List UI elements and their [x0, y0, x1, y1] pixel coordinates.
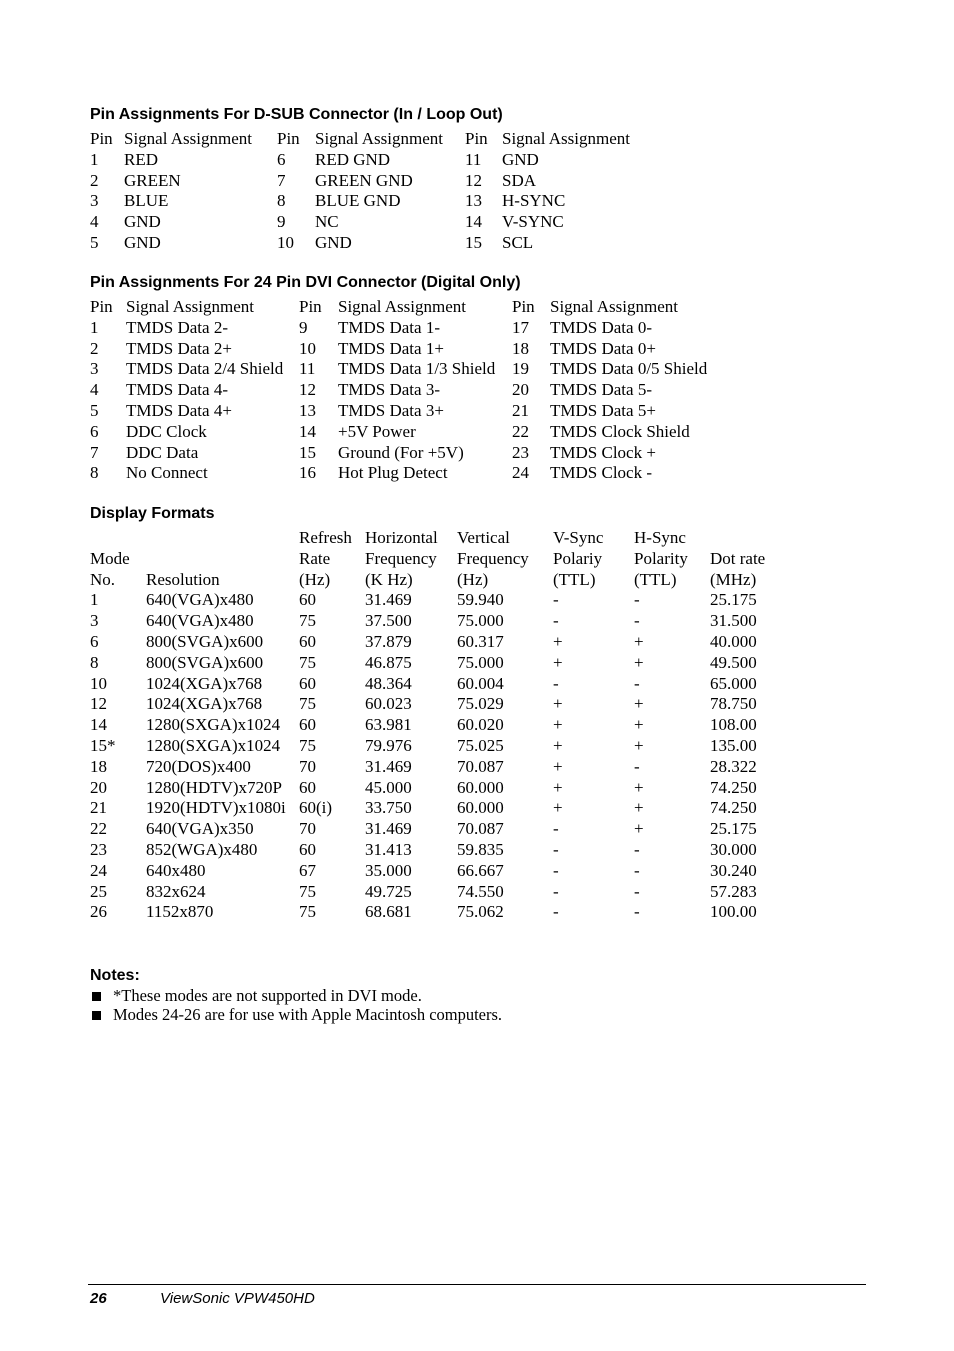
dvi-cell: 4 — [90, 380, 99, 400]
table-row — [90, 861, 790, 882]
dvi-cell: 22 — [512, 421, 529, 441]
dvi-cell: TMDS Data 1- — [338, 317, 440, 337]
format-cell: 10 — [90, 673, 107, 693]
format-cell: 21 — [90, 798, 107, 818]
dsub-cell: 5 — [90, 232, 99, 252]
dvi-cell: 6 — [90, 421, 99, 441]
dvi-cell: 7 — [90, 442, 99, 462]
format-cell: - — [553, 819, 559, 839]
dvi-cell: 18 — [512, 338, 529, 358]
format-cell: Polariy — [553, 548, 603, 568]
format-cell: 60(i) — [299, 798, 333, 818]
dvi-cell: Hot Plug Detect — [338, 463, 448, 483]
table-row — [90, 171, 662, 192]
notes-title: Notes: — [90, 967, 140, 984]
format-cell: 75 — [299, 694, 316, 714]
note-text: Modes 24-26 are for use with Apple Macintosh computers. — [113, 1005, 503, 1024]
format-cell: 78.750 — [710, 694, 757, 714]
footer-brand-model: ViewSonic VPW450HD — [160, 1290, 315, 1307]
format-cell: 31.469 — [365, 819, 412, 839]
dvi-cell: 9 — [299, 317, 308, 337]
table-row — [90, 819, 790, 840]
table-row — [90, 653, 790, 674]
dvi-pin-table — [90, 297, 740, 484]
display-formats-table — [90, 528, 790, 923]
format-cell: (Hz) — [299, 569, 331, 589]
format-cell: 75 — [299, 652, 316, 672]
dvi-cell: TMDS Data 0- — [550, 317, 652, 337]
format-cell: 37.879 — [365, 631, 412, 651]
dsub-cell: 13 — [465, 191, 482, 211]
dsub-cell: GREEN GND — [315, 170, 413, 190]
format-cell: 25.175 — [710, 819, 757, 839]
format-cell: (K Hz) — [365, 569, 413, 589]
table-row — [90, 422, 740, 443]
format-cell: 31.413 — [365, 839, 412, 859]
format-cell: 23 — [90, 839, 107, 859]
format-cell: + — [634, 715, 644, 735]
dsub-cell: 2 — [90, 170, 99, 190]
format-cell: 70.087 — [457, 756, 504, 776]
format-cell: Resolution — [146, 569, 220, 589]
format-cell: 48.364 — [365, 673, 412, 693]
table-row — [90, 233, 662, 254]
dvi-cell: 12 — [299, 380, 316, 400]
table-row — [90, 191, 662, 212]
format-cell: - — [553, 860, 559, 880]
dsub-cell: GND — [124, 212, 161, 232]
format-cell: 640(VGA)x480 — [146, 611, 254, 631]
dvi-cell: 10 — [299, 338, 316, 358]
format-cell: 1024(XGA)x768 — [146, 694, 263, 714]
table-row — [90, 443, 740, 464]
format-cell: + — [553, 777, 563, 797]
format-cell: 60.020 — [457, 715, 504, 735]
dsub-cell: GND — [315, 232, 352, 252]
format-cell: 57.283 — [710, 881, 757, 901]
format-cell: 67 — [299, 860, 316, 880]
format-cell: 74.250 — [710, 798, 757, 818]
dsub-cell: SCL — [502, 232, 534, 252]
table-row — [90, 694, 790, 715]
format-cell: 832x624 — [146, 881, 206, 901]
format-cell: 65.000 — [710, 673, 757, 693]
dsub-cell: Pin — [465, 129, 488, 148]
dsub-cell: GND — [502, 149, 539, 169]
format-cell: 60.317 — [457, 631, 504, 651]
page-number: 26 — [90, 1290, 107, 1307]
dvi-cell: 3 — [90, 359, 99, 379]
table-row — [90, 757, 790, 778]
format-cell: Vertical — [457, 528, 510, 547]
dsub-section-title: Pin Assignments For D-SUB Connector (In / Loop Out) — [90, 106, 503, 123]
dvi-cell: TMDS Clock - — [550, 463, 652, 483]
format-cell: 25 — [90, 881, 107, 901]
format-cell: - — [634, 902, 640, 922]
table-row — [90, 339, 740, 360]
table-header-row — [90, 549, 790, 570]
dvi-cell: 21 — [512, 400, 529, 420]
table-row — [90, 798, 790, 819]
format-cell: 75.000 — [457, 611, 504, 631]
format-cell: - — [634, 881, 640, 901]
format-cell: 14 — [90, 715, 107, 735]
format-cell: Frequency — [365, 548, 437, 568]
dvi-cell: Pin — [299, 297, 322, 316]
format-cell — [146, 528, 299, 549]
format-cell: H-Sync — [634, 528, 686, 547]
format-cell: - — [553, 839, 559, 859]
dvi-cell: 2 — [90, 338, 99, 358]
dsub-cell: 3 — [90, 191, 99, 211]
format-cell: 6 — [90, 631, 99, 651]
dvi-cell: TMDS Clock Shield — [550, 421, 690, 441]
dsub-pin-table — [90, 129, 662, 254]
format-cell: - — [553, 881, 559, 901]
dvi-cell: Signal Assignment — [338, 297, 466, 316]
dvi-cell: TMDS Data 2+ — [126, 338, 232, 358]
format-cell — [146, 549, 299, 570]
format-cell: 26 — [90, 902, 107, 922]
format-cell: 75 — [299, 881, 316, 901]
format-cell: 49.500 — [710, 652, 757, 672]
dsub-cell: 11 — [465, 149, 482, 169]
table-row — [90, 380, 740, 401]
dsub-cell: 9 — [277, 212, 286, 232]
format-cell: - — [634, 756, 640, 776]
dvi-cell: TMDS Data 5+ — [550, 400, 656, 420]
dvi-cell: 11 — [299, 359, 316, 379]
dvi-cell: TMDS Data 2/4 Shield — [126, 359, 284, 379]
notes-list — [90, 986, 502, 1024]
dvi-cell: TMDS Data 5- — [550, 380, 652, 400]
format-cell: 1152x870 — [146, 902, 214, 922]
format-cell: 640(VGA)x350 — [146, 819, 254, 839]
note-item — [90, 986, 502, 1005]
format-cell: 74.250 — [710, 777, 757, 797]
format-cell: 70 — [299, 819, 316, 839]
dsub-cell: 10 — [277, 232, 294, 252]
dsub-cell: Signal Assignment — [315, 129, 443, 148]
format-cell: 12 — [90, 694, 107, 714]
dsub-cell: V-SYNC — [502, 212, 564, 232]
format-cell: 60 — [299, 673, 316, 693]
dvi-cell: TMDS Data 2- — [126, 317, 228, 337]
format-cell: + — [634, 798, 644, 818]
format-cell: 1280(SXGA)x1024 — [146, 715, 281, 735]
format-cell: 22 — [90, 819, 107, 839]
footer-divider — [88, 1284, 866, 1285]
dvi-cell: 1 — [90, 317, 99, 337]
format-cell: 70 — [299, 756, 316, 776]
dvi-cell: Signal Assignment — [126, 297, 254, 316]
format-cell: + — [634, 694, 644, 714]
dsub-cell: RED — [124, 149, 158, 169]
format-cell: - — [634, 839, 640, 859]
dsub-cell: BLUE GND — [315, 191, 401, 211]
dvi-cell: 20 — [512, 380, 529, 400]
table-row — [90, 632, 790, 653]
dvi-section-title: Pin Assignments For 24 Pin DVI Connector (Digital Only) — [90, 274, 521, 291]
table-row — [90, 840, 790, 861]
note-text: *These modes are not supported in DVI mode. — [113, 986, 422, 1005]
dsub-cell: Pin — [277, 129, 300, 148]
dvi-cell: TMDS Data 4+ — [126, 400, 232, 420]
format-cell: 720(DOS)x400 — [146, 756, 251, 776]
dsub-cell: 15 — [465, 232, 482, 252]
format-cell: + — [553, 631, 563, 651]
format-cell: No. — [90, 569, 116, 589]
format-cell: + — [553, 735, 563, 755]
format-cell: 60 — [299, 839, 316, 859]
format-cell: 60.000 — [457, 777, 504, 797]
dvi-cell: Pin — [512, 297, 535, 316]
format-cell: 59.940 — [457, 590, 504, 610]
format-cell: 66.667 — [457, 860, 504, 880]
dvi-cell: 8 — [90, 463, 99, 483]
table-row — [90, 359, 740, 380]
dvi-cell: Signal Assignment — [550, 297, 678, 316]
table-header-row — [90, 297, 740, 318]
dvi-cell: TMDS Data 3- — [338, 380, 440, 400]
format-cell: 70.087 — [457, 819, 504, 839]
format-cell: 24 — [90, 860, 107, 880]
format-cell: 60 — [299, 590, 316, 610]
format-cell: V-Sync — [553, 528, 604, 547]
format-cell: 8 — [90, 652, 99, 672]
format-cell: 800(SVGA)x600 — [146, 631, 264, 651]
dvi-cell: 16 — [299, 463, 316, 483]
format-cell: 63.981 — [365, 715, 412, 735]
dsub-cell: Signal Assignment — [124, 129, 252, 148]
format-cell: 100.00 — [710, 902, 757, 922]
format-cell: 31.469 — [365, 756, 412, 776]
dsub-cell: H-SYNC — [502, 191, 566, 211]
format-cell: 135.00 — [710, 735, 757, 755]
table-row — [90, 463, 740, 484]
dvi-cell: DDC Data — [126, 442, 199, 462]
format-cell: 3 — [90, 611, 99, 631]
dvi-cell: TMDS Data 4- — [126, 380, 228, 400]
dvi-cell: 15 — [299, 442, 316, 462]
format-cell: 45.000 — [365, 777, 412, 797]
format-cell: 75 — [299, 902, 316, 922]
table-row — [90, 212, 662, 233]
format-cell: 60.023 — [365, 694, 412, 714]
format-cell: 30.240 — [710, 860, 757, 880]
table-row — [90, 150, 662, 171]
format-cell: + — [553, 652, 563, 672]
format-cell: 108.00 — [710, 715, 757, 735]
format-cell: Polarity — [634, 548, 688, 568]
format-cell: 75.062 — [457, 902, 504, 922]
dvi-cell: TMDS Clock + — [550, 442, 656, 462]
format-cell: 68.681 — [365, 902, 412, 922]
format-cell: 60.000 — [457, 798, 504, 818]
format-cell: 46.875 — [365, 652, 412, 672]
dvi-cell: Pin — [90, 297, 113, 316]
dvi-cell: 13 — [299, 400, 316, 420]
format-cell: + — [634, 777, 644, 797]
table-row — [90, 736, 790, 757]
format-cell: 1280(SXGA)x1024 — [146, 735, 281, 755]
format-cell: (TTL) — [553, 569, 596, 589]
format-cell: - — [553, 590, 559, 610]
format-cell: (TTL) — [634, 569, 677, 589]
format-cell: - — [634, 673, 640, 693]
format-cell: 33.750 — [365, 798, 412, 818]
format-cell: + — [634, 735, 644, 755]
table-row — [90, 611, 790, 632]
dsub-cell: 1 — [90, 149, 99, 169]
format-cell: 49.725 — [365, 881, 412, 901]
dvi-cell: 23 — [512, 442, 529, 462]
format-cell: + — [553, 798, 563, 818]
dsub-cell: SDA — [502, 170, 537, 190]
format-cell: 75.029 — [457, 694, 504, 714]
format-cell: 35.000 — [365, 860, 412, 880]
dsub-cell: 7 — [277, 170, 286, 190]
format-cell: - — [634, 611, 640, 631]
table-row — [90, 778, 790, 799]
dvi-cell: DDC Clock — [126, 421, 207, 441]
format-cell: 640(VGA)x480 — [146, 590, 254, 610]
dsub-cell: Signal Assignment — [502, 129, 630, 148]
dsub-cell: GREEN — [124, 170, 181, 190]
format-cell: 1280(HDTV)x720P — [146, 777, 282, 797]
format-cell: 31.469 — [365, 590, 412, 610]
format-cell: 1920(HDTV)x1080i — [146, 798, 286, 818]
format-cell: 15* — [90, 735, 116, 755]
dvi-cell: TMDS Data 0+ — [550, 338, 656, 358]
format-cell: 60 — [299, 631, 316, 651]
dvi-cell: 24 — [512, 463, 529, 483]
format-cell: + — [634, 819, 644, 839]
format-cell: 25.175 — [710, 590, 757, 610]
format-cell: 18 — [90, 756, 107, 776]
dsub-cell: 14 — [465, 212, 482, 232]
format-cell: - — [553, 611, 559, 631]
table-row — [90, 318, 740, 339]
dvi-cell: +5V Power — [338, 421, 416, 441]
table-row — [90, 401, 740, 422]
format-cell — [710, 528, 790, 549]
format-cell: 60.004 — [457, 673, 504, 693]
dvi-cell: No Connect — [126, 463, 208, 483]
dsub-cell: 8 — [277, 191, 286, 211]
dsub-cell: 4 — [90, 212, 99, 232]
dvi-cell: 5 — [90, 400, 99, 420]
format-cell: Frequency — [457, 548, 529, 568]
format-cell: 60 — [299, 777, 316, 797]
format-cell: + — [634, 652, 644, 672]
square-bullet-icon — [92, 992, 101, 1001]
format-cell: Refresh — [299, 528, 352, 547]
format-cell: 60 — [299, 715, 316, 735]
dsub-cell: 6 — [277, 149, 286, 169]
format-cell: - — [634, 590, 640, 610]
dvi-cell: 19 — [512, 359, 529, 379]
format-cell: Dot rate — [710, 548, 766, 568]
format-cell: 75 — [299, 735, 316, 755]
format-cell: 75.025 — [457, 735, 504, 755]
table-header-row — [90, 570, 790, 591]
format-cell — [90, 528, 146, 549]
format-cell: 31.500 — [710, 611, 757, 631]
display-formats-title: Display Formats — [90, 505, 215, 522]
format-cell: Rate — [299, 548, 331, 568]
note-item — [90, 1005, 502, 1024]
format-cell: 40.000 — [710, 631, 757, 651]
format-cell: (MHz) — [710, 569, 757, 589]
dvi-cell: TMDS Data 3+ — [338, 400, 444, 420]
table-row — [90, 674, 790, 695]
table-row — [90, 590, 790, 611]
table-row — [90, 882, 790, 903]
format-cell: 800(SVGA)x600 — [146, 652, 264, 672]
dvi-cell: 14 — [299, 421, 316, 441]
dvi-cell: 17 — [512, 317, 529, 337]
format-cell: - — [553, 673, 559, 693]
format-cell: 28.322 — [710, 756, 757, 776]
dsub-cell: 12 — [465, 170, 482, 190]
format-cell: Mode — [90, 548, 130, 568]
format-cell: 640x480 — [146, 860, 206, 880]
dvi-cell: TMDS Data 1/3 Shield — [338, 359, 496, 379]
dsub-cell: GND — [124, 232, 161, 252]
format-cell: 75.000 — [457, 652, 504, 672]
square-bullet-icon — [92, 1011, 101, 1020]
format-cell: 59.835 — [457, 839, 504, 859]
table-header-row — [90, 129, 662, 150]
format-cell: 30.000 — [710, 839, 757, 859]
table-header-row — [90, 528, 790, 549]
format-cell: - — [634, 860, 640, 880]
format-cell: 37.500 — [365, 611, 412, 631]
table-row — [90, 715, 790, 736]
format-cell: + — [553, 715, 563, 735]
dvi-cell: TMDS Data 1+ — [338, 338, 444, 358]
format-cell: + — [553, 694, 563, 714]
dsub-cell: RED GND — [315, 149, 391, 169]
format-cell: (Hz) — [457, 569, 489, 589]
dsub-cell: BLUE — [124, 191, 169, 211]
format-cell: 20 — [90, 777, 107, 797]
format-cell: 74.550 — [457, 881, 504, 901]
dvi-cell: Ground (For +5V) — [338, 442, 464, 462]
format-cell: 1024(XGA)x768 — [146, 673, 263, 693]
format-cell: + — [553, 756, 563, 776]
dsub-cell: NC — [315, 212, 339, 232]
format-cell: 75 — [299, 611, 316, 631]
table-row — [90, 902, 790, 923]
format-cell: 852(WGA)x480 — [146, 839, 258, 859]
format-cell: + — [634, 631, 644, 651]
dvi-cell: TMDS Data 0/5 Shield — [550, 359, 708, 379]
format-cell: Horizontal — [365, 528, 438, 547]
format-cell: - — [553, 902, 559, 922]
format-cell: 1 — [90, 590, 99, 610]
dsub-cell: Pin — [90, 129, 113, 148]
format-cell: 79.976 — [365, 735, 412, 755]
